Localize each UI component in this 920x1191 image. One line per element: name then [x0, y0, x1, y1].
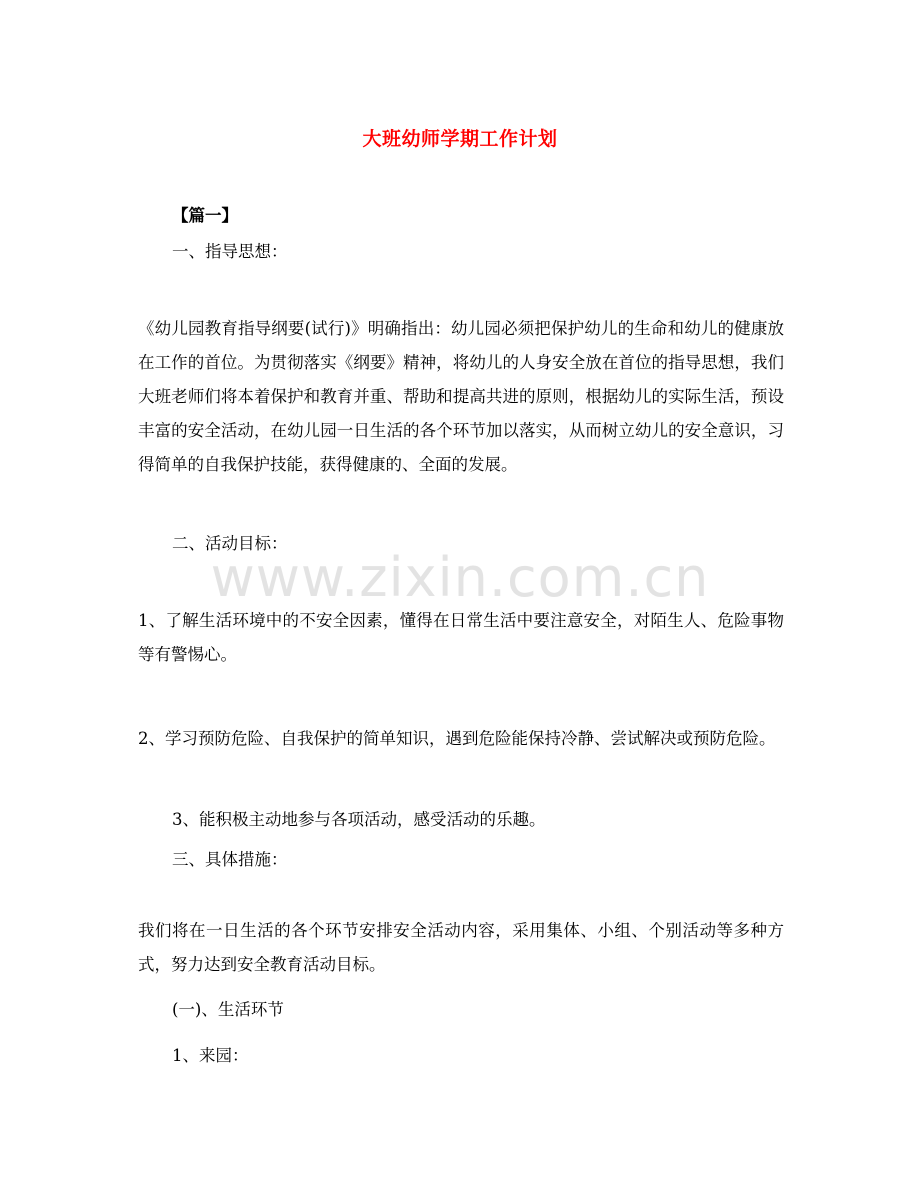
heading-activity-goals: 二、活动目标：	[172, 534, 288, 553]
document-title: 大班幼师学期工作计划	[362, 128, 558, 150]
heading-guiding-thought: 一、指导思想：	[172, 242, 288, 261]
goal-item-1: 1、了解生活环境中的不安全因素，懂得在日常生活中要注意安全，对陌生人、危险事物等有警惕心。	[138, 611, 784, 664]
paragraph-guiding-thought: 《幼儿园教育指导纲要(试行)》明确指出：幼儿园必须把保护幼儿的生命和幼儿的健康放在工作的首位。为贯彻落实《纲要》精神，将幼儿的人身安全放在首位的指导思想，我们大班老师们将本着保护和教育并重、帮助和提高共进的原则，根据幼儿的实际生活，预设丰富的安全活动，在幼儿园一日生活的各个环节加以落实，从而树立幼儿的安全意识，习得简单的自我保护技能，获得健康的、全面的发展。	[138, 319, 784, 474]
watermark: www.zixin.com.cn	[210, 546, 710, 609]
heading-specific-measures: 三、具体措施：	[172, 850, 288, 869]
goal-item-2: 2、学习预防危险、自我保护的简单知识，遇到危险能保持冷静、尝试解决或预防危险。	[138, 729, 776, 748]
section-label: 【篇一】	[172, 206, 238, 225]
subheading-daily-life: (一)、生活环节	[172, 1000, 284, 1019]
paragraph-specific-measures: 我们将在一日生活的各个环节安排安全活动内容，采用集体、小组、个别活动等多种方式，努力达到安全教育活动目标。	[138, 921, 784, 974]
list-item-arrival: 1、来园：	[172, 1046, 249, 1065]
goal-item-3: 3、能积极主动地参与各项活动，感受活动的乐趣。	[172, 810, 546, 829]
